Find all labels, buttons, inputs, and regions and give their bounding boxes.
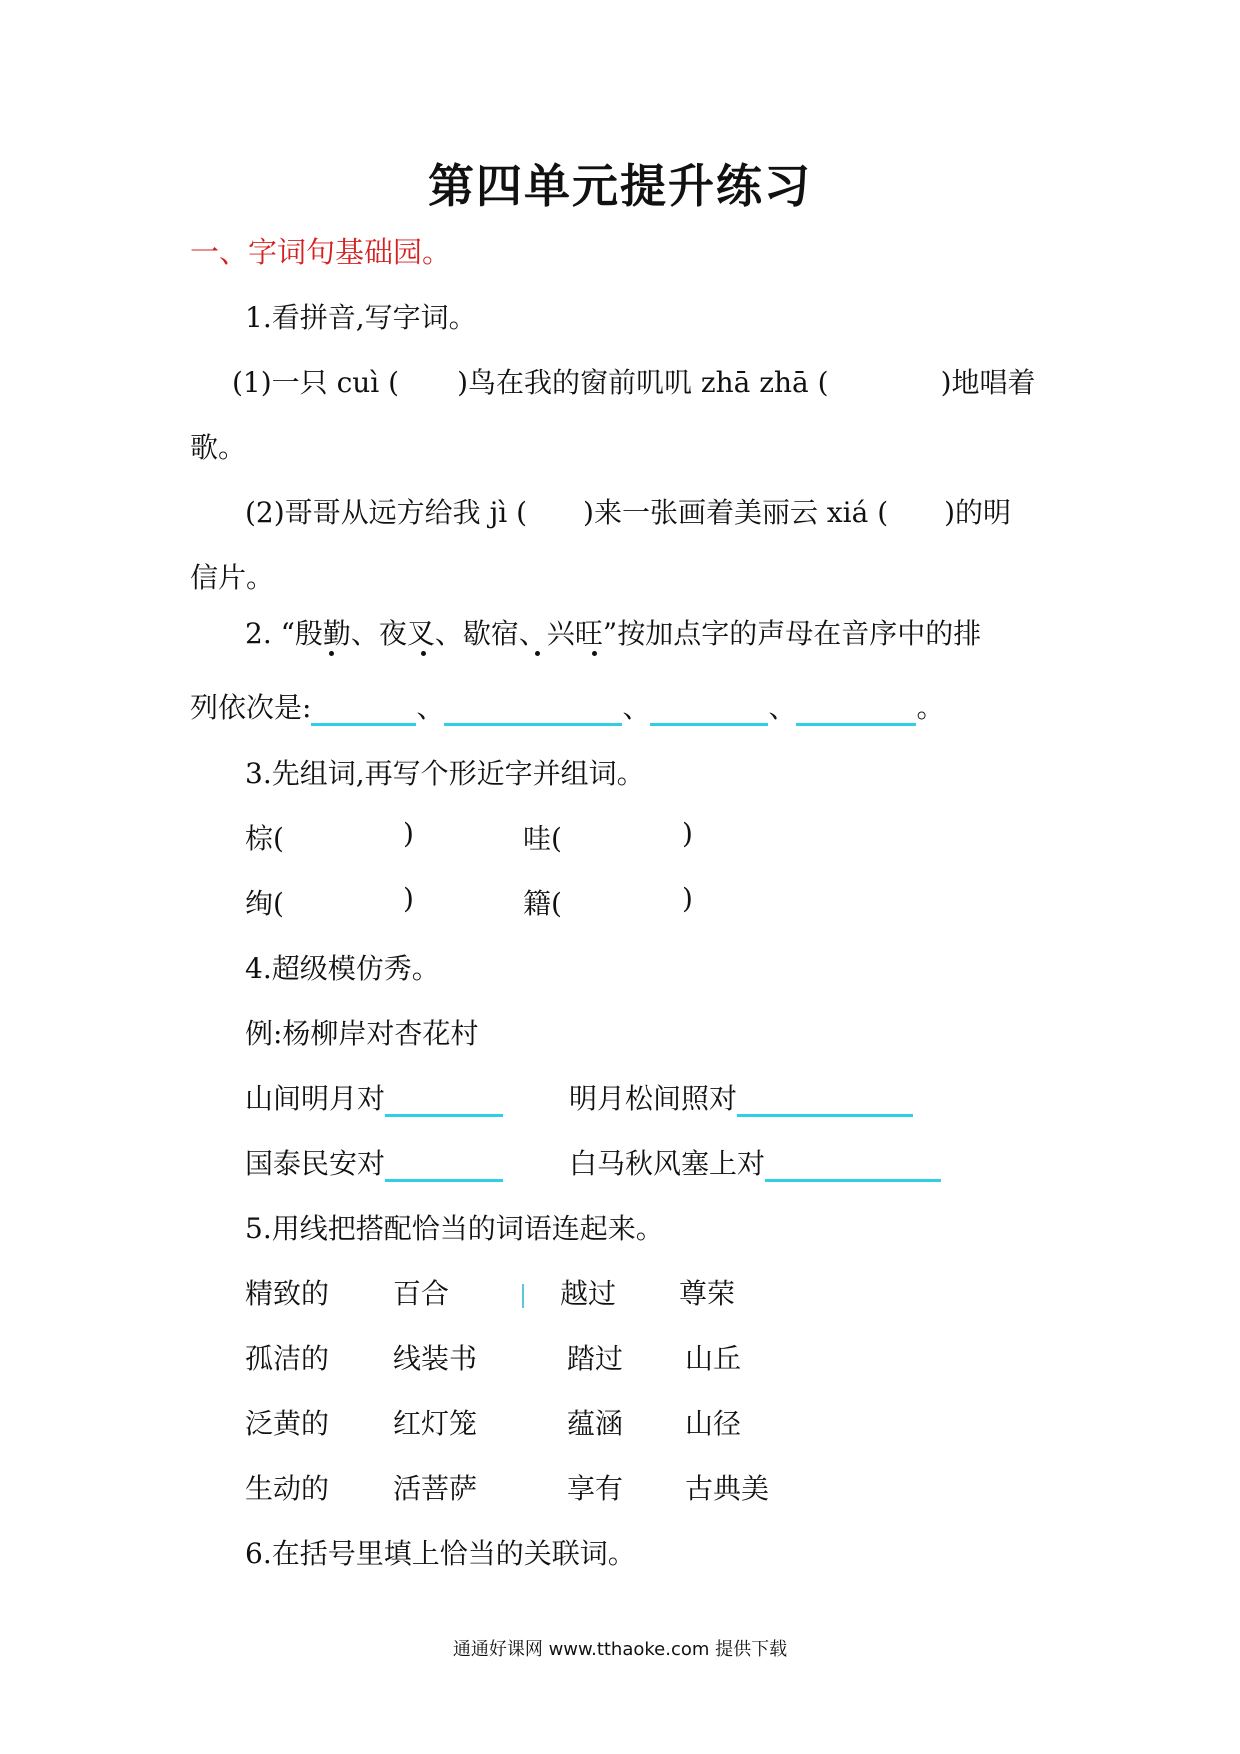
q4-item-label: 国泰民安对 [245, 1147, 386, 1180]
q4-item-label: 明月松间照对 [569, 1082, 738, 1115]
q5-word: 生动的 [245, 1472, 330, 1505]
answer-blank[interactable] [311, 693, 416, 726]
q5-word: 山丘 [685, 1342, 742, 1375]
emphasis-dot [329, 651, 334, 656]
text-cursor [522, 1284, 524, 1308]
q3-close: ) [403, 817, 414, 850]
q1-sentence1 [232, 361, 1036, 401]
q4-item [245, 1077, 503, 1117]
answer-blank[interactable] [796, 693, 916, 726]
q5-word: 泛黄的 [245, 1407, 330, 1440]
q5-word: 红灯笼 [393, 1407, 478, 1440]
q3-close: ) [403, 882, 414, 915]
answer-blank[interactable] [765, 1149, 941, 1182]
answer-blank[interactable] [650, 693, 768, 726]
q1-sentence2-cont: 信片。 [190, 561, 275, 594]
section-heading: 一、字词句基础园。 [190, 235, 452, 269]
emphasis-dot [592, 651, 597, 656]
answer-blank[interactable] [385, 1149, 503, 1182]
q3-close: ) [682, 882, 693, 915]
separator: 、 [768, 691, 797, 724]
q5-word: 越过 [560, 1277, 617, 1310]
q1-sentence1-cont: 歌。 [190, 431, 247, 464]
q2-label: 列依次是: [190, 691, 312, 724]
q4-item-label: 白马秋风塞上对 [569, 1147, 766, 1180]
answer-blank[interactable] [444, 693, 622, 726]
q3-item: 绚( [245, 887, 284, 920]
separator: 、 [622, 691, 651, 724]
q5-word: 精致的 [245, 1277, 330, 1310]
q1-sentence2 [245, 491, 1011, 531]
q1-s2-part1: (2)哥哥从远方给我 jì ( [245, 496, 528, 529]
q5-word: 蕴涵 [567, 1407, 624, 1440]
q5-word: 线装书 [393, 1342, 478, 1375]
q6-heading: 6.在括号里填上恰当的关联词。 [245, 1537, 636, 1570]
separator: 、 [416, 691, 445, 724]
q5-word: 古典美 [685, 1472, 770, 1505]
answer-blank[interactable] [737, 1084, 913, 1117]
q4-item [569, 1142, 941, 1182]
q1-s1-part2: )鸟在我的窗前叽叽 zhā zhā ( [457, 366, 829, 399]
page-title: 第四单元提升练习 [428, 159, 812, 213]
q2-line2 [190, 686, 945, 726]
q5-word: 山径 [685, 1407, 742, 1440]
q5-word: 百合 [393, 1277, 450, 1310]
q1-s2-part3: )的明 [944, 496, 1012, 529]
q4-item [245, 1142, 503, 1182]
q1-s2-part2: )来一张画着美丽云 xiá ( [583, 496, 889, 529]
q5-word: 享有 [567, 1472, 624, 1505]
emphasis-dot [421, 651, 426, 656]
q4-item-label: 山间明月对 [245, 1082, 386, 1115]
q3-item: 哇( [523, 822, 562, 855]
q4-item [569, 1077, 913, 1117]
answer-blank[interactable] [385, 1084, 503, 1117]
q5-word: 踏过 [567, 1342, 624, 1375]
emphasis-dot [535, 651, 540, 656]
q4-heading: 4.超级模仿秀。 [245, 952, 440, 985]
q5-word: 尊荣 [679, 1277, 736, 1310]
q3-heading: 3.先组词,再写个形近字并组词。 [245, 757, 645, 790]
q1-s1-part3: )地唱着 [940, 366, 1036, 399]
q3-item: 棕( [245, 822, 284, 855]
q1-heading: 1.看拼音,写字词。 [245, 301, 477, 334]
footer-credit: 通通好课网 www.tthaoke.com 提供下载 [452, 1639, 788, 1660]
q5-heading: 5.用线把搭配恰当的词语连起来。 [245, 1212, 664, 1245]
q5-word: 活菩萨 [393, 1472, 478, 1505]
q5-word: 孤洁的 [245, 1342, 330, 1375]
q2-end: 。 [916, 691, 945, 724]
q4-example: 例:杨柳岸对杏花村 [245, 1017, 479, 1050]
q3-close: ) [682, 817, 693, 850]
q1-s1-part1: (1)一只 cuì ( [232, 366, 400, 399]
q2-line1: 2. “殷勤、夜叉、歇宿、兴旺”按加点字的声母在音序中的排 [245, 617, 982, 650]
q3-item: 籍( [523, 887, 562, 920]
